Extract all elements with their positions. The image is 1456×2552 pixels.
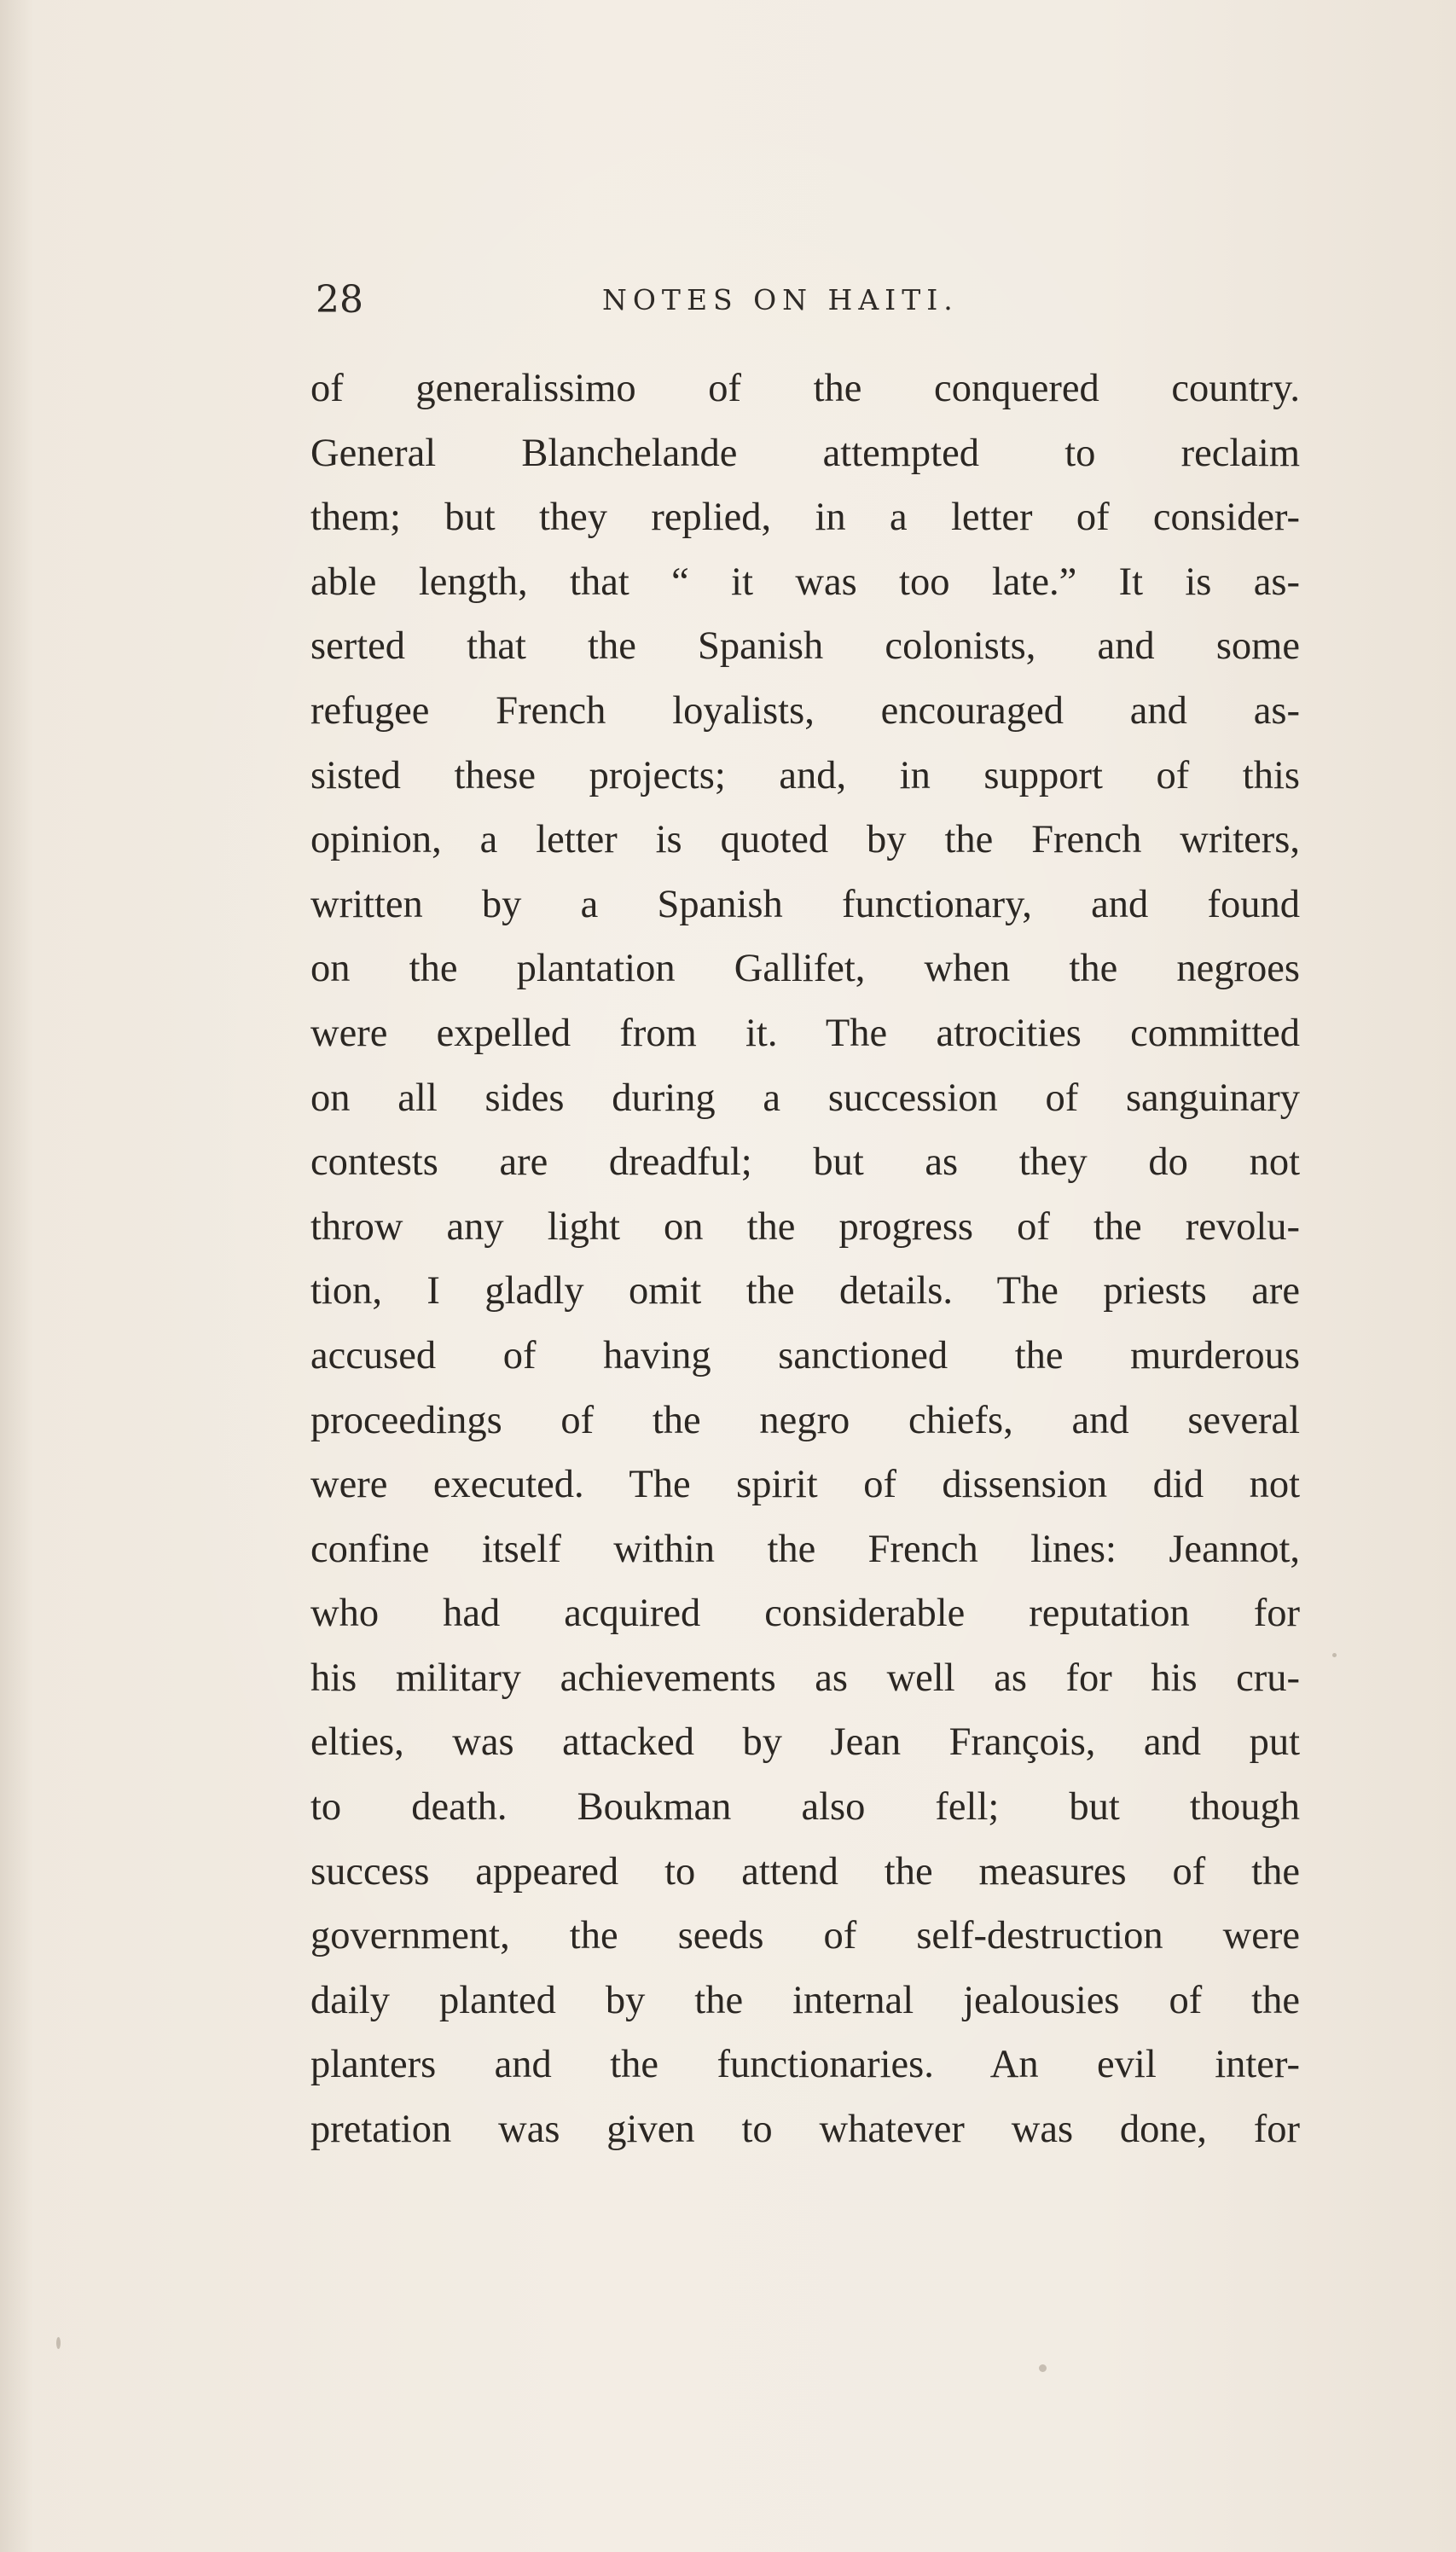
text-line: who had acquired considerable reputation for	[310, 1592, 1300, 1636]
page-gutter-shadow	[0, 0, 34, 2552]
text-line: able length, that “ it was too late.” It is as-	[310, 560, 1300, 604]
paper-speck	[1039, 2364, 1047, 2372]
text-line: success appeared to attend the measures of the	[310, 1849, 1300, 1894]
text-line: proceedings of the negro chiefs, and several	[310, 1398, 1300, 1442]
text-line: opinion, a letter is quoted by the French writers,	[310, 818, 1300, 862]
text-line: written by a Spanish functionary, and found	[310, 882, 1300, 926]
paper-speck	[1332, 1653, 1337, 1657]
body-text	[310, 357, 1300, 2162]
running-header	[316, 275, 1305, 326]
text-line: refugee French loyalists, encouraged and as-	[310, 688, 1300, 733]
paper-speck	[56, 2337, 61, 2349]
text-line: his military achievements as well as for his cru-	[310, 1656, 1300, 1700]
text-line: confine itself within the French lines: Jeannot,	[310, 1527, 1300, 1571]
text-line: accused of having sanctioned the murderous	[310, 1333, 1300, 1378]
text-line: pretation was given to whatever was done, for	[310, 2108, 1300, 2152]
running-title: NOTES ON HAITI.	[602, 283, 959, 316]
text-line: elties, was attacked by Jean François, and put	[310, 1720, 1300, 1765]
text-line: to death. Boukman also fell; but though	[310, 1785, 1300, 1830]
text-line: serted that the Spanish colonists, and some	[310, 624, 1300, 669]
text-line: of generalissimo of the conquered country.	[310, 367, 1300, 410]
text-line: on the plantation Gallifet, when the negroes	[310, 947, 1300, 991]
text-line: were executed. The spirit of dissension did not	[310, 1463, 1300, 1507]
text-line: were expelled from it. The atrocities committed	[310, 1011, 1300, 1055]
text-line: contests are dreadful; but as they do not	[310, 1140, 1300, 1185]
text-line: daily planted by the internal jealousies of the	[310, 1978, 1300, 2022]
text-line: planters and the functionaries. An evil inter-	[310, 2043, 1300, 2087]
text-line: General Blanchelande attempted to reclaim	[310, 431, 1300, 475]
text-line: sisted these projects; and, in support of this	[310, 753, 1300, 798]
page-number: 28	[316, 278, 363, 322]
text-line: government, the seeds of self-destruction were	[310, 1914, 1300, 1958]
text-line: them; but they replied, in a letter of consider-	[310, 496, 1300, 540]
text-line: tion, I gladly omit the details. The priests are	[310, 1269, 1300, 1314]
text-line: throw any light on the progress of the revolu-	[310, 1204, 1300, 1249]
text-line: on all sides during a succession of sanguinary	[310, 1076, 1300, 1120]
